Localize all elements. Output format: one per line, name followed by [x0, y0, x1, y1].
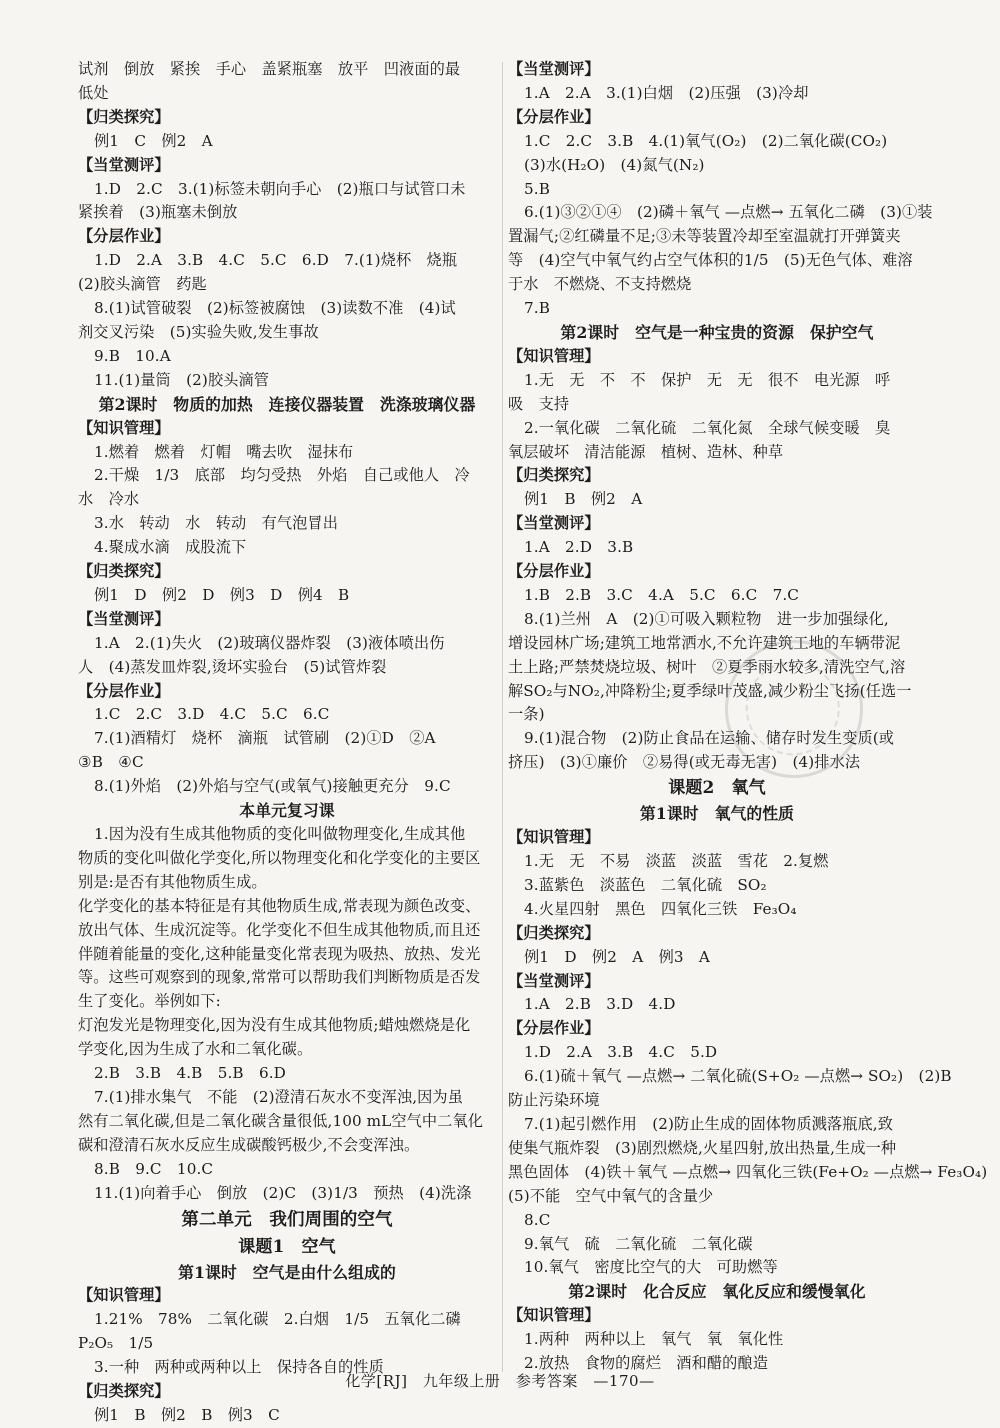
answer-line: 1.两种 两种以上 氧气 氧 氧化性	[524, 1330, 784, 1349]
section-tag: 【归类探究】	[78, 562, 170, 581]
answer-line: (3)水(H₂O) (4)氮气(N₂)	[524, 155, 705, 174]
answer-line: 例1 C 例2 A	[94, 131, 213, 150]
answer-line: 别是:是否有其他物质生成。	[78, 872, 267, 891]
section-tag: 【知识管理】	[78, 1286, 170, 1305]
answer-line: 8.B 9.C 10.C	[94, 1159, 214, 1178]
section-tag: 【归类探究】	[508, 466, 600, 485]
answer-line: 解SO₂与NO₂,冲降粉尘;夏季绿叶茂盛,减少粉尘飞扬(任选一	[508, 681, 912, 700]
answer-line: 例1 D 例2 D 例3 D 例4 B	[94, 585, 350, 604]
answer-line: (2)胶头滴管 药匙	[78, 275, 207, 294]
left-column	[78, 58, 496, 1428]
section-tag: 【知识管理】	[508, 346, 600, 365]
answer-line: 10.氧气 密度比空气的大 可助燃等	[524, 1258, 778, 1277]
answer-line: 3.蓝紫色 淡蓝色 二氧化硫 SO₂	[524, 875, 767, 894]
answer-line: 4.火星四射 黑色 四氧化三铁 Fe₃O₄	[524, 899, 797, 918]
answer-line: 例1 B 例2 B 例3 C	[94, 1405, 280, 1424]
answer-line: 低处	[78, 83, 109, 102]
answer-line: 11.(1)量筒 (2)胶头滴管	[94, 370, 270, 389]
answer-line: 3.一种 两种或两种以上 保持各自的性质	[94, 1358, 384, 1377]
answer-line: 吸 支持	[508, 394, 570, 413]
answer-line: 8.(1)外焰 (2)外焰与空气(或氧气)接触更充分 9.C	[94, 777, 451, 796]
answer-line: 1.C 2.C 3.D 4.C 5.C 6.C	[94, 705, 330, 724]
answer-line: 1.无 无 不易 淡蓝 淡蓝 雪花 2.复燃	[524, 852, 829, 870]
answer-line: 2.B 3.B 4.B 5.B 6.D	[94, 1064, 286, 1083]
answer-line: 化学变化的基本特征是有其他物质生成,常表现为颜色改变、	[78, 896, 481, 915]
answer-line: 2.一氧化碳 二氧化硫 二氧化氮 全球气候变暖 臭	[524, 418, 891, 437]
answer-line: 7.(1)酒精灯 烧杯 滴瓶 试管刷 (2)①D ②A	[94, 729, 436, 748]
answer-line: 1.C 2.C 3.B 4.(1)氧气(O₂) (2)二氧化碳(CO₂)	[524, 131, 888, 150]
answer-line: 于水 不燃烧、不支持燃烧	[508, 275, 692, 294]
section-heading: 本单元复习课	[239, 801, 335, 821]
answer-line: 灯泡发光是物理变化,因为没有生成其他物质;蜡烛燃烧是化	[78, 1016, 471, 1035]
section-heading: 课题1 空气	[238, 1236, 336, 1257]
answer-line: 物质的变化叫做化学变化,所以物理变化和化学变化的主要区	[78, 848, 481, 867]
answer-line: 等。这些可观察到的现象,常常可以帮助我们判断物质是否发	[78, 968, 481, 987]
answer-line: 挤压) (3)①廉价 ②易得(或无毒无害) (4)排水法	[508, 753, 861, 772]
section-heading: 第1课时 氧气的性质	[639, 804, 795, 824]
answer-line: 6.(1)硫＋氧气 —点燃→ 二氧化硫(S+O₂ —点燃→ SO₂) (2)B	[524, 1067, 952, 1086]
section-heading: 第2课时 物质的加热 连接仪器装置 洗涤玻璃仪器	[98, 394, 476, 414]
section-tag: 【当堂测评】	[508, 514, 600, 533]
right-column	[508, 58, 988, 1376]
answer-line: 剂交叉污染 (5)实验失败,发生事故	[78, 322, 319, 341]
answer-line: 8.C	[524, 1210, 551, 1229]
answer-line: 试剂 倒放 紧挨 手心 盖紧瓶塞 放平 凹液面的最	[78, 60, 461, 78]
section-tag: 【归类探究】	[508, 923, 600, 942]
answer-line: 学变化,因为生成了水和二氧化碳。	[78, 1040, 313, 1059]
section-heading: 第2课时 化合反应 氧化反应和缓慢氧化	[568, 1282, 866, 1302]
answer-line: 2.放热 食物的腐烂 酒和醋的酿造	[524, 1354, 769, 1373]
answer-line: 例1 D 例2 A 例3 A	[524, 947, 711, 966]
section-tag: 【当堂测评】	[508, 971, 600, 990]
answer-line: 8.(1)试管破裂 (2)标签被腐蚀 (3)读数不准 (4)试	[94, 299, 456, 318]
section-tag: 【知识管理】	[508, 828, 600, 847]
answer-line: 氧层破坏 清洁能源 植树、造林、种草	[508, 442, 784, 461]
answer-line: 然有二氧化碳,但是二氧化碳含量很低,100 mL空气中二氧化	[78, 1111, 484, 1130]
answer-line: 8.(1)兰州 A (2)①可吸入颗粒物 进一步加强绿化,	[524, 609, 889, 628]
answer-line: 碳和澄清石灰水反应生成碳酸钙极少,不会变浑浊。	[78, 1135, 420, 1154]
answer-line: 9.氧气 硫 二氧化硫 二氧化碳	[524, 1234, 753, 1253]
section-heading: 第1课时 空气是由什么组成的	[178, 1262, 396, 1282]
answer-line: 1.因为没有生成其他物质的变化叫做物理变化,生成其他	[94, 825, 466, 843]
answer-line: 人 (4)蒸发皿炸裂,烫坏实验台 (5)试管炸裂	[78, 657, 387, 676]
answer-line: 4.聚成水滴 成股流下	[94, 538, 247, 557]
answer-line: P₂O₅ 1/5	[78, 1334, 154, 1353]
answer-line: 防止污染环境	[508, 1091, 600, 1110]
answer-line: 7.(1)起引燃作用 (2)防止生成的固体物质溅落瓶底,致	[524, 1114, 893, 1133]
answer-line: 1.A 2.(1)失火 (2)玻璃仪器炸裂 (3)液体喷出伤	[94, 633, 445, 652]
answer-line: 1.无 无 不 不 保护 无 无 很不 电光源 呼	[524, 370, 891, 389]
answer-line: 1.A 2.D 3.B	[524, 538, 634, 557]
section-tag: 【当堂测评】	[78, 155, 170, 174]
answer-line: 土上路;严禁焚烧垃圾、树叶 ②夏季雨水较多,清洗空气,溶	[508, 657, 906, 676]
section-heading: 第2课时 空气是一种宝贵的资源 保护空气	[560, 322, 874, 342]
section-heading: 第二单元 我们周围的空气	[181, 1209, 393, 1230]
section-tag: 【当堂测评】	[508, 60, 600, 78]
answer-line: 6.(1)③②①④ (2)磷＋氧气 —点燃→ 五氧化二磷 (3)①装	[524, 203, 933, 222]
answer-line: 9.B 10.A	[94, 346, 171, 365]
section-tag: 【分层作业】	[78, 681, 170, 700]
answer-line: 1.D 2.A 3.B 4.C 5.D	[524, 1043, 718, 1062]
answer-line: 1.A 2.A 3.(1)白烟 (2)压强 (3)冷却	[524, 83, 809, 102]
answer-line: 7.B	[524, 299, 550, 318]
page-footer: 化学[RJ] 九年级上册 参考答案 —170—	[345, 1372, 655, 1390]
section-tag: 【知识管理】	[78, 418, 170, 437]
answer-line: 水 冷水	[78, 490, 140, 509]
answer-line: 7.(1)排水集气 不能 (2)澄清石灰水不变浑浊,因为虽	[94, 1087, 463, 1106]
answer-line: 例1 B 例2 A	[524, 490, 643, 509]
answer-line: 伴随着能量的变化,这种能量变化常表现为吸热、放热、发光	[78, 944, 481, 963]
answer-line: 1.燃着 燃着 灯帽 嘴去吹 湿抹布	[94, 442, 354, 461]
answer-line: 1.21% 78% 二氧化碳 2.白烟 1/5 五氧化二磷	[94, 1310, 461, 1329]
section-tag: 【归类探究】	[78, 107, 170, 126]
answer-line: 5.B	[524, 179, 550, 198]
answer-line: ③B ④C	[78, 753, 144, 772]
answer-line: 3.水 转动 水 转动 有气泡冒出	[94, 514, 339, 533]
answer-line: 生了变化。举例如下:	[78, 992, 221, 1011]
answer-line: 黑色固体 (4)铁＋氧气 —点燃→ 四氧化三铁(Fe+O₂ —点燃→ Fe₃O₄)	[508, 1162, 988, 1181]
answer-line: 1.A 2.B 3.D 4.D	[524, 995, 676, 1014]
section-heading: 课题2 氧气	[668, 778, 766, 799]
answer-line: 2.干燥 1/3 底部 均匀受热 外焰 自己或他人 冷	[94, 466, 470, 485]
answer-line: 等 (4)空气中氧气约占空气体积的1/5 (5)无色气体、难溶	[508, 251, 913, 270]
answer-line: 1.D 2.C 3.(1)标签未朝向手心 (2)瓶口与试管口未	[94, 179, 466, 198]
answer-line: (5)不能 空气中氧气的含量少	[508, 1186, 714, 1205]
answer-line: 置漏气;②红磷量不足;③未等装置冷却至室温就打开弹簧夹	[508, 227, 901, 246]
section-tag: 【当堂测评】	[78, 609, 170, 628]
answer-line: 紧挨着 (3)瓶塞未倒放	[78, 203, 238, 222]
answer-line: 一条)	[508, 705, 545, 724]
section-tag: 【分层作业】	[508, 107, 600, 126]
answer-line: 增设园林广场;建筑工地常洒水,不允许建筑工地的车辆带泥	[508, 633, 901, 652]
section-tag: 【归类探究】	[78, 1382, 170, 1401]
answer-line: 11.(1)向着手心 倒放 (2)C (3)1/3 预热 (4)洗涤	[94, 1183, 472, 1202]
answer-line: 1.D 2.A 3.B 4.C 5.C 6.D 7.(1)烧杯 烧瓶	[94, 251, 458, 270]
section-tag: 【分层作业】	[508, 562, 600, 581]
column-divider	[502, 62, 503, 1372]
section-tag: 【分层作业】	[78, 227, 170, 246]
answer-line: 1.B 2.B 3.C 4.A 5.C 6.C 7.C	[524, 585, 800, 604]
answer-line: 9.(1)混合物 (2)防止食品在运输、储存时发生变质(或	[524, 729, 895, 748]
answer-line: 使集气瓶炸裂 (3)剧烈燃烧,火星四射,放出热量,生成一种	[508, 1138, 897, 1157]
section-tag: 【分层作业】	[508, 1019, 600, 1038]
section-tag: 【知识管理】	[508, 1306, 600, 1325]
answer-line: 放出气体、生成沉淀等。化学变化不但生成其他物质,而且还	[78, 920, 481, 939]
